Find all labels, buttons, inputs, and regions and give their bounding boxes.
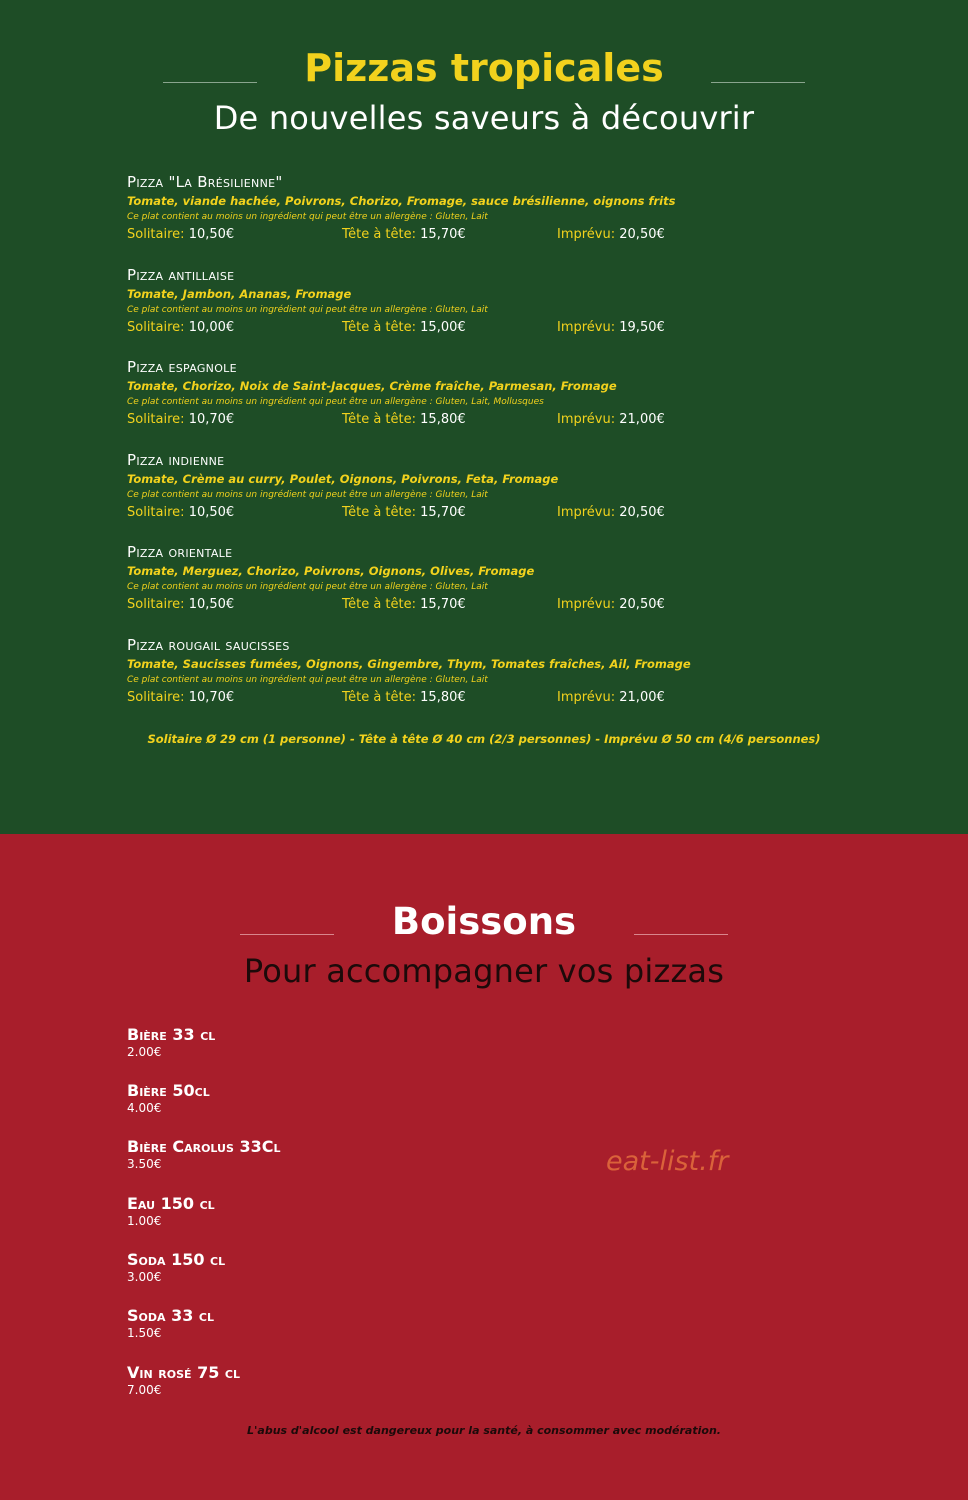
price-solo: Solitaire: 10,70€ [127,412,235,427]
pizza-name: Pizza orientale [127,543,233,561]
price-solo: Solitaire: 10,50€ [127,505,235,520]
drink-item [127,1194,527,1228]
price-duo: Tête à tête: 15,80€ [342,690,466,705]
pizza-name: Pizza "La Brésilienne" [127,173,283,191]
pizza-item [127,358,887,432]
drink-item [127,1081,527,1115]
pizza-ingredients: Tomate, Jambon, Ananas, Fromage [127,287,352,301]
alcohol-warning: L'abus d'alcool est dangereux pour la santé, à consommer avec modération. [247,1424,721,1437]
pizza-prices [127,412,887,432]
pizzas-subtitle: De nouvelles saveurs à découvrir [213,99,755,137]
price-solo: Solitaire: 10,70€ [127,690,235,705]
price-big: Imprévu: 20,50€ [557,505,665,520]
price-big: Imprévu: 20,50€ [557,597,665,612]
drinks-section [0,834,968,1500]
price-duo: Tête à tête: 15,00€ [342,320,466,335]
pizza-ingredients: Tomate, viande hachée, Poivrons, Chorizo, Fromage, sauce brésilienne, oignons frits [127,194,676,208]
drinks-title: Boissons [391,900,577,943]
drink-name: Soda 33 cl [127,1306,215,1325]
pizza-item [127,451,887,525]
drink-name: Vin rosé 75 cl [127,1363,240,1382]
pizza-allergen: Ce plat contient au moins un ingrédient qui peut être un allergène : Gluten, Lait [127,305,488,315]
drink-name: Bière Carolus 33Cl [127,1137,281,1156]
pizza-prices [127,597,887,617]
pizza-ingredients: Tomate, Saucisses fumées, Oignons, Gingembre, Thym, Tomates fraîches, Ail, Fromage [127,657,691,671]
price-big: Imprévu: 21,00€ [557,412,665,427]
pizza-item [127,173,887,247]
pizza-name: Pizza espagnole [127,358,237,376]
pizza-prices [127,227,887,247]
price-solo: Solitaire: 10,50€ [127,597,235,612]
pizza-prices [127,505,887,525]
pizza-name: Pizza indienne [127,451,225,469]
price-duo: Tête à tête: 15,70€ [342,227,466,242]
drink-name: Eau 150 cl [127,1194,215,1213]
pizza-ingredients: Tomate, Chorizo, Noix de Saint-Jacques, Crème fraîche, Parmesan, Fromage [127,379,617,393]
pizza-allergen: Ce plat contient au moins un ingrédient qui peut être un allergène : Gluten, Lait [127,212,488,222]
pizza-item [127,266,887,340]
drink-item [127,1025,527,1059]
drink-item [127,1363,527,1397]
drink-price: 1.50€ [127,1326,162,1340]
drink-price: 4.00€ [127,1101,162,1115]
pizza-item [127,543,887,617]
pizza-prices [127,320,887,340]
drink-name: Bière 50cl [127,1081,210,1100]
drink-price: 1.00€ [127,1214,162,1228]
pizza-ingredients: Tomate, Crème au curry, Poulet, Oignons, Poivrons, Feta, Fromage [127,472,559,486]
pizza-allergen: Ce plat contient au moins un ingrédient qui peut être un allergène : Gluten, Lait [127,582,488,592]
drink-name: Bière 33 cl [127,1025,216,1044]
drinks-subtitle: Pour accompagner vos pizzas [243,952,725,990]
pizza-allergen: Ce plat contient au moins un ingrédient qui peut être un allergène : Gluten, Lait [127,675,488,685]
price-duo: Tête à tête: 15,80€ [342,412,466,427]
price-solo: Solitaire: 10,00€ [127,320,235,335]
drink-price: 3.50€ [127,1157,162,1171]
pizza-allergen: Ce plat contient au moins un ingrédient qui peut être un allergène : Gluten, Lait, Mollusques [127,397,544,407]
pizzas-title: Pizzas tropicales [304,46,664,90]
drink-price: 2.00€ [127,1045,162,1059]
pizza-allergen: Ce plat contient au moins un ingrédient qui peut être un allergène : Gluten, Lait [127,490,488,500]
price-big: Imprévu: 20,50€ [557,227,665,242]
drink-price: 7.00€ [127,1383,162,1397]
pizza-item [127,636,887,710]
drink-price: 3.00€ [127,1270,162,1284]
pizza-name: Pizza antillaise [127,266,235,284]
price-solo: Solitaire: 10,50€ [127,227,235,242]
drink-item [127,1306,527,1340]
watermark: eat-list.fr [606,1146,729,1177]
drink-item [127,1137,527,1171]
drink-name: Soda 150 cl [127,1250,226,1269]
pizza-prices [127,690,887,710]
price-duo: Tête à tête: 15,70€ [342,505,466,520]
price-big: Imprévu: 21,00€ [557,690,665,705]
pizza-name: Pizza rougail saucisses [127,636,290,654]
price-big: Imprévu: 19,50€ [557,320,665,335]
pizza-ingredients: Tomate, Merguez, Chorizo, Poivrons, Oignons, Olives, Fromage [127,564,535,578]
size-note: Solitaire Ø 29 cm (1 personne) - Tête à tête Ø 40 cm (2/3 personnes) - Imprévu Ø 50 cm (4/6 personnes) [147,732,821,746]
drink-item [127,1250,527,1284]
price-duo: Tête à tête: 15,70€ [342,597,466,612]
